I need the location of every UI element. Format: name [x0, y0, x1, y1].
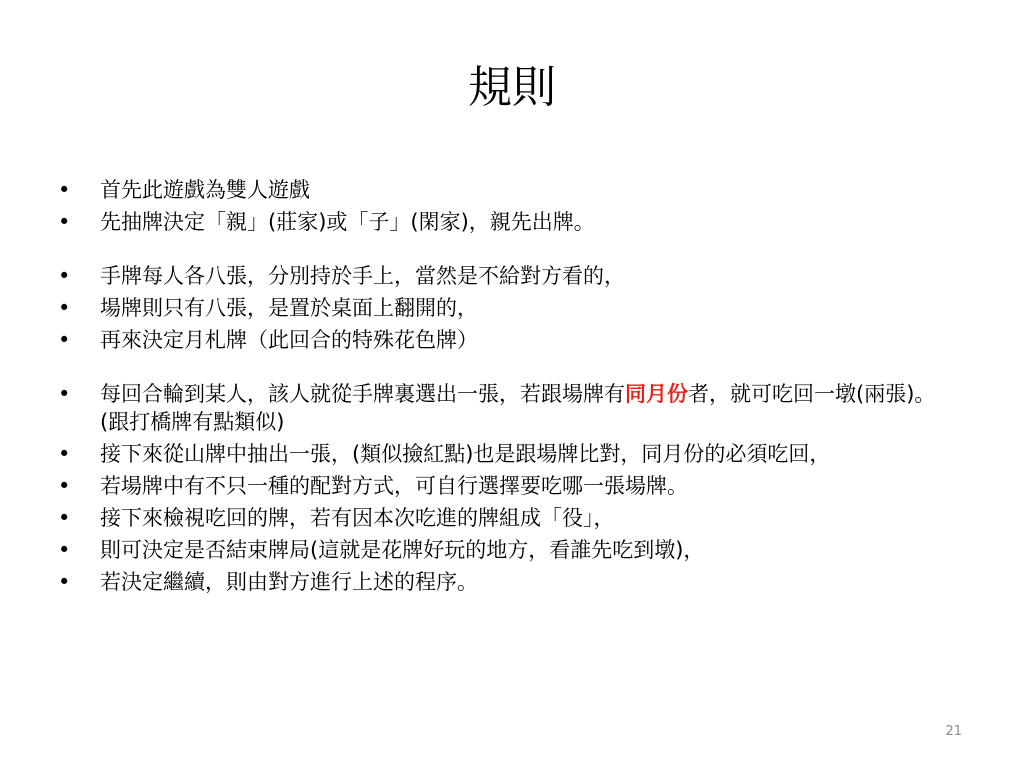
- bullet-text: 若決定繼續，則由對方進行上述的程序。: [100, 570, 478, 594]
- bullet-icon: •: [58, 210, 71, 234]
- bullet-text: [100, 382, 935, 434]
- bullet-text: 接下來檢視吃回的牌，若有因本次吃進的牌組成「役」，: [100, 506, 615, 530]
- bullet-item: [58, 208, 958, 236]
- bullet-text: 若場牌中有不只一種的配對方式，可自行選擇要吃哪一張場牌。: [100, 474, 688, 498]
- bullet-icon: •: [58, 264, 71, 288]
- bullet-item: [58, 568, 958, 596]
- bullet-text: 先抽牌決定「親」(莊家)或「子」(閑家)，親先出牌。: [100, 210, 595, 234]
- bullet-text: 則可決定是否結束牌局(這就是花牌好玩的地方，看誰先吃到墩)，: [100, 538, 705, 562]
- bullet-text: 首先此遊戲為雙人遊戲: [100, 178, 310, 202]
- bullet-item: [58, 176, 958, 204]
- bullet-item: [58, 504, 958, 532]
- bullet-text: 場牌則只有八張，是置於桌面上翻開的，: [100, 296, 478, 320]
- bullet-text-after: 者，就可吃回一墩(兩張)。(跟打橋牌有點類似): [100, 382, 936, 434]
- bullet-icon: •: [58, 442, 71, 466]
- page-number: 21: [945, 724, 962, 739]
- bullet-text-before: 每回合輪到某人，該人就從手牌裏選出一張，若跟場牌有: [100, 382, 625, 406]
- bullet-item: [58, 380, 958, 436]
- bullet-icon: •: [58, 178, 71, 202]
- bullet-icon: •: [58, 296, 71, 320]
- bullet-icon: •: [58, 328, 71, 352]
- bullet-icon: •: [58, 382, 71, 406]
- bullet-item: [58, 326, 958, 354]
- slide-title: 規則: [468, 62, 556, 113]
- bullet-item: [58, 472, 958, 500]
- bullet-item: [58, 440, 958, 468]
- bullet-text: 再來決定月札牌（此回合的特殊花色牌）: [100, 328, 478, 352]
- bullet-icon: •: [58, 474, 71, 498]
- bullet-icon: •: [58, 538, 71, 562]
- bullet-item: [58, 262, 958, 290]
- bullet-text: 接下來從山牌中抽出一張，(類似撿紅點)也是跟場牌比對，同月份的必須吃回，: [100, 442, 831, 466]
- bullet-icon: •: [58, 570, 71, 594]
- bullet-icon: •: [58, 506, 71, 530]
- highlight-same-month: 同月份: [625, 382, 688, 406]
- bullet-text: 手牌每人各八張，分別持於手上，當然是不給對方看的，: [100, 264, 625, 288]
- bullet-item: [58, 294, 958, 322]
- bullet-item: [58, 536, 958, 564]
- rules-bullet-list: [58, 176, 958, 600]
